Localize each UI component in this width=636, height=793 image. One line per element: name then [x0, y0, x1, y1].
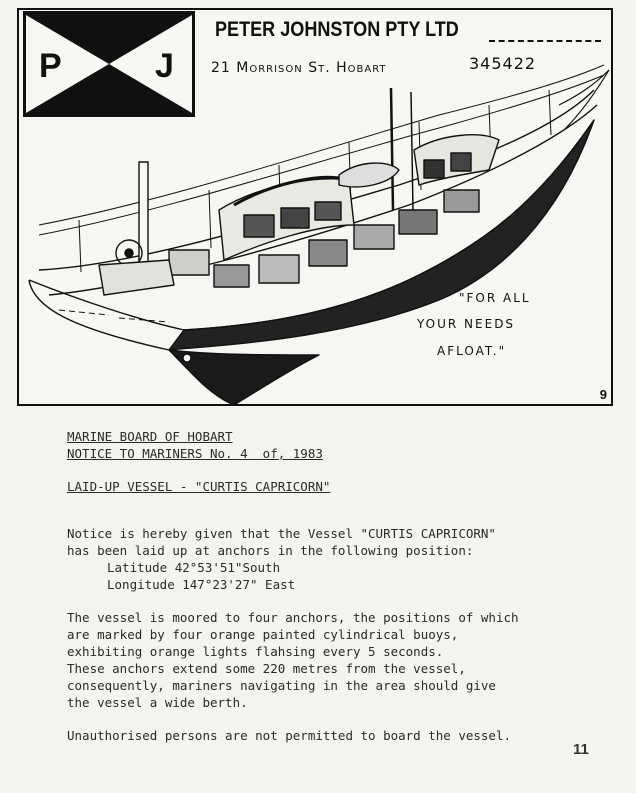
logo-letter-j: J [155, 47, 174, 85]
notice-heading-number: NOTICE TO MARINERS No. 4 of, 1983 [67, 446, 323, 461]
body-line: These anchors extend some 220 metres from the vessel, [67, 661, 466, 676]
body-line: The vessel is moored to four anchors, the positions of which [67, 610, 519, 625]
intro-line: has been laid up at anchors in the following position: [67, 543, 474, 558]
notice-to-mariners [67, 428, 607, 744]
body-line: consequently, mariners navigating in the area should give [67, 678, 496, 693]
longitude-line: Longitude 147°23'27" East [107, 577, 296, 592]
notice-subject: LAID-UP VESSEL - "CURTIS CAPRICORN" [67, 479, 331, 494]
body-line: exhibiting orange lights flahsing every 5 seconds. [67, 644, 444, 659]
intro-line: Notice is hereby given that the Vessel "CURTIS CAPRICORN" [67, 526, 496, 541]
latitude-line: Latitude 42°53'51"South [107, 560, 281, 575]
logo-letter-p: P [39, 47, 62, 85]
company-phone: 345422 [469, 54, 537, 73]
company-name: PETER JOHNSTON PTY LTD [215, 18, 459, 41]
closing-line: Unauthorised persons are not permitted to board the vessel. [67, 728, 512, 743]
slogan-line-3: AFLOAT." [437, 344, 507, 358]
slogan-line-1: "FOR ALL [459, 291, 531, 305]
advert-number: 9 [599, 387, 607, 402]
advertisement [17, 8, 613, 406]
yacht-illustration [19, 10, 613, 406]
body-line: the vessel a wide berth. [67, 695, 248, 710]
company-address: 21 Morrison St. Hobart [211, 60, 387, 76]
notice-heading-board: MARINE BOARD OF HOBART [67, 429, 233, 444]
slogan-line-2: YOUR NEEDS [417, 317, 516, 331]
page-number: 11 [573, 741, 589, 758]
body-line: are marked by four orange painted cylindrical buoys, [67, 627, 459, 642]
